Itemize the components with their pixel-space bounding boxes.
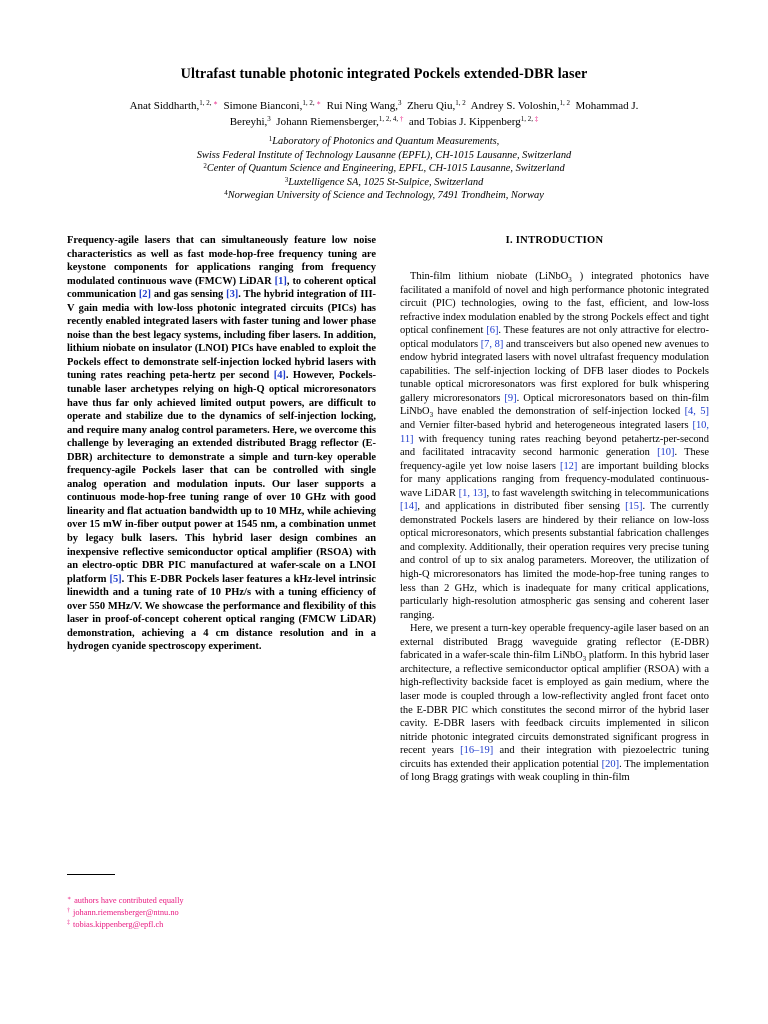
affiliation-text: Swiss Federal Institute of Technology Lausanne (EPFL), CH-1015 Lausanne, Switzerland xyxy=(196,149,572,161)
citation-link: [2] xyxy=(138,289,151,301)
introduction-body xyxy=(400,270,709,785)
text-run: platform. In this hybrid laser architecture, a reflective semiconductor optical amplifier (RSOA) with a high-reflectivity backside facet is employed as gain medium, where the laser mode is coupled through a low-reflectivity angled front facet onto the E-DBR PIC which constitutes the second mirror of the hybrid laser cavity. E-DBR lasers with feedback circuits implemented in silicon nitride photonic integrated circuits demonstrated significant progress in recent years xyxy=(400,650,709,757)
abstract xyxy=(67,234,376,654)
text-run: . However, Pockels-tunable laser archetypes relying on high-Q optical microresonators have thus far only achieved limited output powers, are difficult to operate and stabilize due to the dynamics of self-injection locking, and require many analog control parameters. Here, we overcome this challenge by leveraging an extended distributed Bragg reflector (E-DBR) architecture to demonstrate a simple and turn-key operable frequency-agile Pockels laser that can be controlled with single analog operation and modulation inputs. Our laser supports a continuous mode-hop-free tuning range of over 10 GHz with good linearity and flat actuation bandwidth up to 10 MHz, while achieving over 15 mW in-fiber output power at 1545 nm, a combination unmet by legacy bulk lasers. This hybrid laser design combines an inexpensive reflective semiconductor optical amplifier (RSOA) with an electro-optic DBR PIC manufactured at wafer-scale on a LNOI platform xyxy=(67,370,376,585)
citation-link: [3] xyxy=(226,289,239,301)
footnote-rule xyxy=(67,874,115,875)
footnote-mark: ∗ xyxy=(67,896,72,902)
text-run: and their integration with piezoelectric tuning circuits has extended their application potential xyxy=(400,745,710,770)
footnote xyxy=(67,919,376,931)
author-note-mark: ‡ xyxy=(534,115,539,123)
affiliation-line xyxy=(100,189,668,203)
footnote xyxy=(67,895,376,907)
affiliation-number: 4 xyxy=(224,189,228,198)
intro-paragraph xyxy=(400,622,709,785)
author-name: Johann Riemensberger, xyxy=(276,116,379,128)
footnotes xyxy=(67,895,376,931)
author-name: Rui Ning Wang, xyxy=(326,100,398,112)
citation-link: [15] xyxy=(625,501,643,513)
affiliation-numbers: 1, 2, xyxy=(520,115,535,123)
subscript: 3 xyxy=(582,655,587,664)
text-run: Here, we present a turn-key operable frequency-agile laser based on an external distributed Bragg waveguide grating reflector (E-DBR) fabricated in a wafer-scale thin-film LiNbO xyxy=(400,623,709,662)
citation-link: [16–19] xyxy=(460,745,494,757)
subscript: 3 xyxy=(429,411,434,420)
text-run: are important building blocks for many applications ranging from frequency-modulated continuous-wave LiDAR xyxy=(400,460,709,499)
author-affiliation-marks xyxy=(267,115,271,123)
citation-link: [4, 5] xyxy=(684,406,709,418)
affiliation-list xyxy=(100,135,668,203)
footnote-text: tobias.kippenberg@epfl.ch xyxy=(73,920,164,929)
affiliation-number: 1 xyxy=(268,135,273,143)
author-note-mark: † xyxy=(399,115,404,123)
author-list xyxy=(120,98,648,130)
affiliation-numbers: 3 xyxy=(397,99,402,107)
text-run: . The implementation of long Bragg gratings with weak coupling in thin-film xyxy=(400,758,709,784)
text-run: . This E-DBR Pockels laser features a kHz-level intrinsic linewidth and a tuning rate of 10 PHz/s with a tuning efficiency of over 550 MHz/V. We showcase the performance and flexibility of this laser in proof-of-concept coherent optical ranging (FMCW LiDAR) demonstration, achieving a 4 cm distance resolution and in a hydrogen cyanide spectroscopy experiment. xyxy=(67,573,377,653)
text-run: with frequency tuning rates reaching beyond petahertz-per-second and facilitated intracavity second harmonic generation xyxy=(400,433,709,459)
text-run: Thin-film lithium niobate (LiNbO xyxy=(410,271,569,282)
affiliation-text: Norwegian University of Science and Technology, 7491 Trondheim, Norway xyxy=(227,190,544,202)
affiliation-text: Luxtelligence SA, 1025 St-Sulpice, Switzerland xyxy=(288,176,484,188)
citation-link: [20] xyxy=(601,758,620,770)
citation-link: [10] xyxy=(657,447,675,459)
citation-link: [14] xyxy=(400,501,418,513)
intro-paragraph xyxy=(400,270,709,622)
citation-link: [1, 13] xyxy=(458,487,487,499)
subscript: 3 xyxy=(568,276,572,285)
text-run: and transceivers but also opened new avenues to endow hybrid integrated lasers with novel ultrafast frequency modulation capabilities. The self-injection locking of DFB laser diodes to Pockels tunable optical microresonators was first explored for bulk whispering gallery microresonators xyxy=(400,338,710,404)
affiliation-numbers: 1, 2, 4, xyxy=(378,115,400,123)
citation-link: [12] xyxy=(559,460,578,472)
affiliation-numbers: 1, 2 xyxy=(559,99,570,107)
affiliation-numbers: 3 xyxy=(267,115,271,123)
author-name: Andrey S. Voloshin, xyxy=(470,100,560,112)
footnote-mark: ‡ xyxy=(67,920,70,926)
paper-title: Ultrafast tunable photonic integrated Pockels extended-DBR laser xyxy=(180,66,588,82)
footnote-text: johann.riemensberger@ntnu.no xyxy=(73,908,179,917)
citation-link: [4] xyxy=(273,370,286,382)
text-run: . The currently demonstrated Pockels lasers are hindered by their reliance on low-loss optical microresonators, which presents substantial fabrication challenges and complexity. Additionally, their operation requires very precise tuning and control of up to six analog parameters. Moreover, the utilization of high-Q microresonators has limited the mode-hop-free tuning ranges to less than 2 GHz, which is inadequate for many critical applications, particularly high-resolution atmospheric gas sensing and coherent laser ranging. xyxy=(400,501,709,621)
author-name: Simone Bianconi, xyxy=(223,100,303,112)
citation-link: [7, 8] xyxy=(480,338,504,350)
footnote-mark: † xyxy=(67,908,70,914)
author-note-mark: ∗ xyxy=(316,99,322,107)
section-heading-introduction: I. INTRODUCTION xyxy=(505,235,604,246)
affiliation-numbers: 1, 2 xyxy=(455,99,466,107)
affiliation-number: 2 xyxy=(203,162,207,171)
citation-link: [5] xyxy=(109,573,122,585)
affiliation-line xyxy=(100,176,668,190)
author-name: Anat Siddharth, xyxy=(129,100,200,112)
footnote xyxy=(67,907,376,919)
affiliation-line xyxy=(100,149,668,163)
author-note-mark: ∗ xyxy=(213,99,219,107)
text-run: , and applications in distributed fiber sensing xyxy=(417,501,626,513)
author-affiliation-marks xyxy=(559,99,570,107)
citation-link: [1] xyxy=(274,275,287,287)
affiliation-numbers: 1, 2, xyxy=(199,99,214,107)
text-run: . These features are not only attractive for electro-optical modulators xyxy=(400,325,709,350)
citation-link: [10, 11] xyxy=(400,420,709,445)
footnote-text: authors have contributed equally xyxy=(74,896,184,905)
author-affiliation-marks xyxy=(455,99,466,107)
author-affiliation-marks xyxy=(199,99,218,107)
affiliation-numbers: 1, 2, xyxy=(302,99,317,107)
text-run: . These frequency-agile yet low noise lasers xyxy=(400,447,710,472)
affiliation-text: Center of Quantum Science and Engineering, EPFL, CH-1015 Lausanne, Switzerland xyxy=(206,163,565,175)
text-run: , to coherent optical communication xyxy=(67,275,376,301)
text-run: . The hybrid integration of III-V gain media with low-loss photonic integrated circuits (PICs) has recently enabled integrated lasers with faster tuning and lower phase noise than the best legacy systems, including fiber lasers. In addition, lithium niobate on insulator (LNOI) PICs have enabled to exploit the Pockels effect to demonstrate self-injection locked hybrid lasers with tuning rates reaching peta-hertz per second xyxy=(67,289,376,382)
author-name: and Tobias J. Kippenberg xyxy=(408,116,521,128)
affiliation-text: Laboratory of Photonics and Quantum Measurements, xyxy=(272,136,500,147)
affiliation-number: 3 xyxy=(284,175,289,184)
text-run: and gas sensing xyxy=(151,289,227,301)
affiliation-line xyxy=(100,135,668,149)
author-affiliation-marks xyxy=(521,115,539,123)
text-run: , to fast wavelength switching in telecommunications xyxy=(486,487,709,499)
author-affiliation-marks xyxy=(398,99,402,107)
author-affiliation-marks xyxy=(302,99,321,107)
text-run: ) integrated photonics have facilitated a manifold of novel and high performance photonic integrated circuit (PIC) technologies, owing to the fast, efficient, and low-loss refractive index modulation enabled by the strong Pockels effect and tight optical confinement xyxy=(400,271,709,337)
citation-link: [6] xyxy=(486,325,499,337)
affiliation-line xyxy=(100,162,668,176)
text-run: and Vernier filter-based hybrid and heterogeneous integrated lasers xyxy=(400,420,693,432)
text-run: . Optical microresonators based on thin-film LiNbO xyxy=(400,392,709,418)
citation-link: [9] xyxy=(504,392,517,404)
text-run: Frequency-agile lasers that can simultaneously feature low noise characteristics as well as fast mode-hop-free frequency tuning are keystone components for applications ranging from frequency modulated continuous wave (FMCW) LiDAR xyxy=(67,235,376,287)
author-name: Zheru Qiu, xyxy=(406,100,456,112)
text-run: have enabled the demonstration of self-injection locked xyxy=(433,406,685,418)
author-name: Mohammad J. Bereyhi, xyxy=(229,100,639,128)
author-affiliation-marks xyxy=(379,115,404,123)
